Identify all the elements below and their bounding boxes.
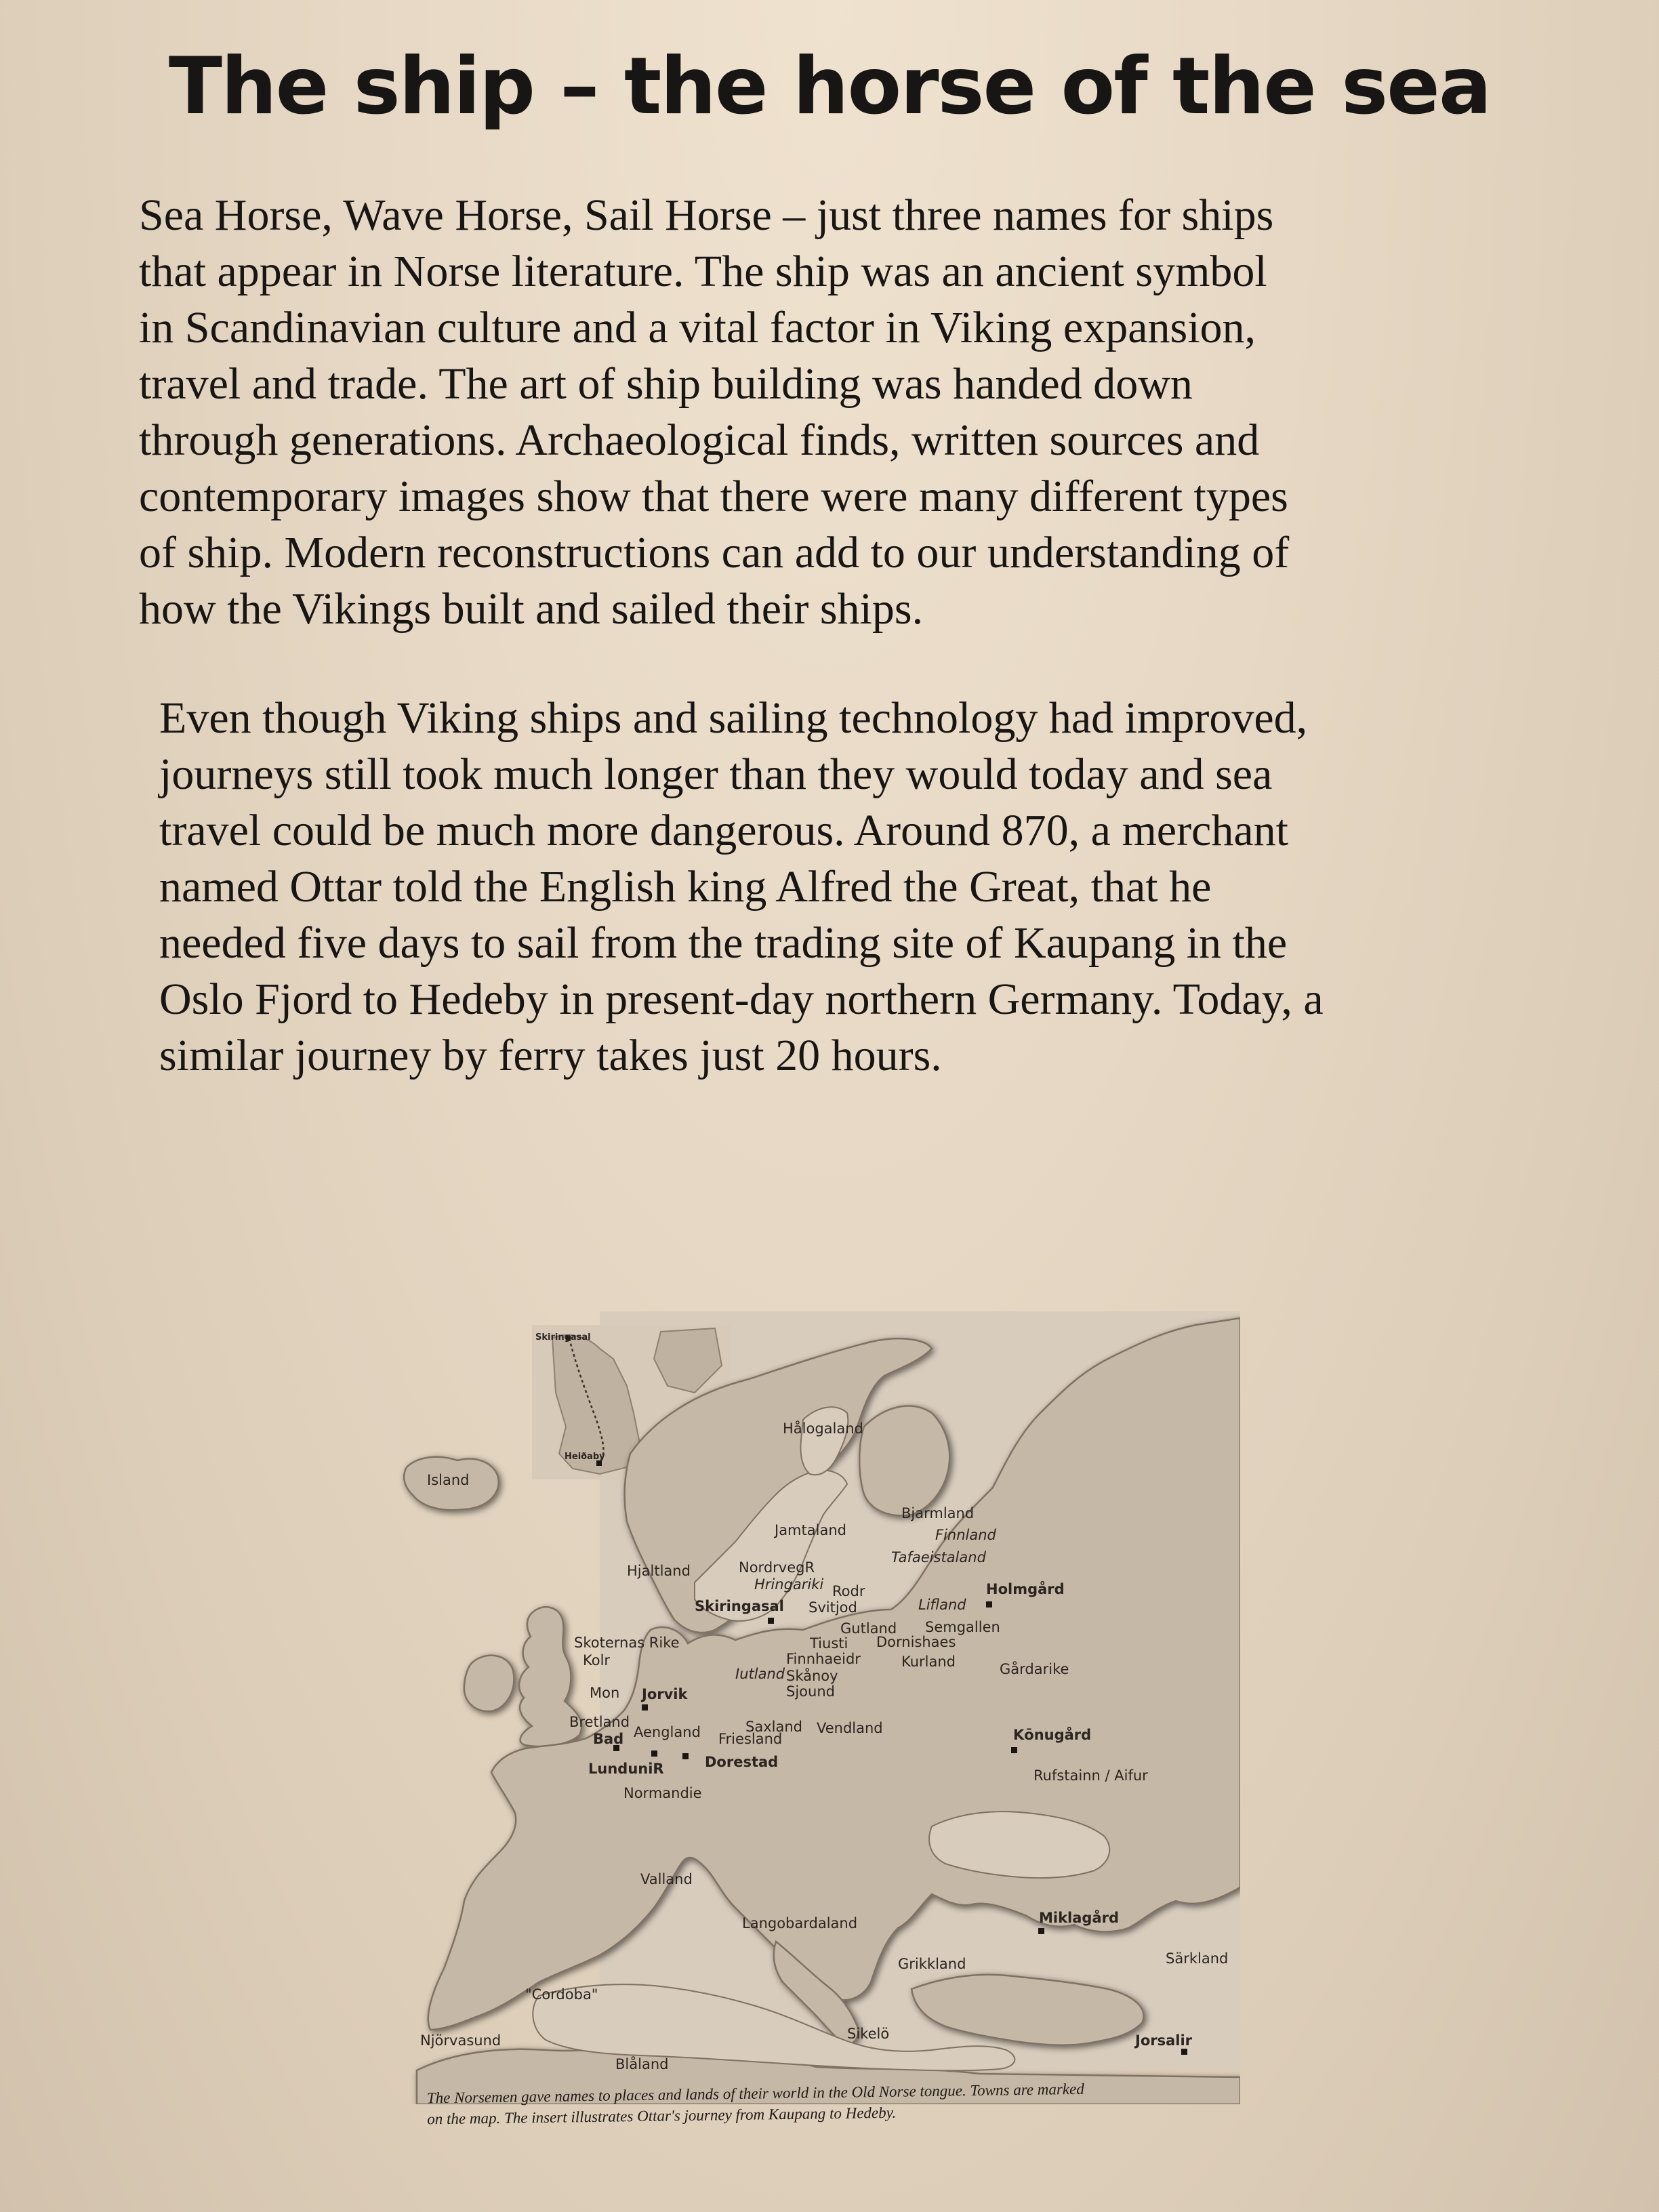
- label-iutland: Iutland: [735, 1666, 785, 1682]
- label-kolr: Kolr: [583, 1652, 611, 1668]
- label-tafaeistaland: Tafaeistaland: [891, 1549, 986, 1565]
- label-miklagard: Miklagård: [1039, 1910, 1120, 1926]
- label-konugard: Kōnugård: [1013, 1727, 1092, 1743]
- label-skiringasal: Skiringasal: [695, 1598, 784, 1614]
- label-blaland: Blåland: [615, 2056, 669, 2072]
- insert-label-start: Skiringasal: [535, 1332, 591, 1343]
- label-lunduni: LunduniR: [588, 1761, 664, 1777]
- text-line: contemporary images show that there were many different types: [139, 472, 1288, 521]
- label-gutland: Gutland: [840, 1620, 897, 1637]
- text-line: of ship. Modern reconstructions can add to our understanding of: [139, 528, 1290, 577]
- label-rufstainn: Rufstainn / Aifur: [1033, 1767, 1148, 1784]
- caption-line: on the map. The insert illustrates Ottar's journey from Kaupang to Hedeby.: [427, 2104, 897, 2128]
- label-bjarmland: Bjarmland: [901, 1505, 975, 1521]
- label-bretland: Bretland: [569, 1714, 630, 1730]
- label-jamtaland: Jamtaland: [775, 1522, 846, 1538]
- label-gardarike: Gårdarike: [1000, 1661, 1069, 1677]
- text-line: needed five days to sail from the trading site of Kaupang in the: [159, 918, 1288, 968]
- label-dornishaes: Dornishaes: [876, 1634, 956, 1650]
- label-finnhaeidr: Finnhaeidr: [786, 1651, 861, 1667]
- label-svitjod: Svitjod: [808, 1599, 857, 1616]
- label-njorvasund: Njörvasund: [420, 2032, 501, 2049]
- text-line: through generations. Archaeological finds, written sources and: [139, 415, 1260, 465]
- insert-label-end: Heiðaby: [565, 1452, 605, 1462]
- label-vendland: Vendland: [817, 1720, 883, 1736]
- label-hjaltland: Hjaltland: [627, 1563, 691, 1579]
- journey-paragraph: [159, 690, 1447, 1084]
- caption-line: The Norsemen gave names to places and lands of their world in the Old Norse tongue. Towns are marked: [426, 2080, 1084, 2107]
- text-line: travel and trade. The art of ship building was handed down: [139, 359, 1193, 409]
- text-line: that appear in Norse literature. The ship was an ancient symbol: [139, 247, 1267, 296]
- label-grikkland: Grikkland: [898, 1956, 966, 1972]
- label-halogaland: Hålogaland: [783, 1420, 863, 1437]
- label-lifland: Lifland: [918, 1597, 966, 1613]
- label-valland: Valland: [640, 1871, 693, 1887]
- label-dorestad: Dorestad: [705, 1754, 779, 1770]
- text-line: travel could be much more dangerous. Around 870, a merchant: [159, 806, 1288, 855]
- label-sarkland: Särkland: [1166, 1950, 1229, 1967]
- text-line: similar journey by ferry takes just 20 hours.: [159, 1031, 942, 1080]
- label-rodr: Rodr: [832, 1583, 865, 1599]
- ireland-shape: [464, 1656, 514, 1712]
- label-bad: Bad: [593, 1731, 624, 1747]
- text-line: Sea Horse, Wave Horse, Sail Horse – just three names for ships: [139, 190, 1274, 240]
- text-line: how the Vikings built and sailed their ships.: [139, 584, 924, 634]
- label-friesland: Friesland: [718, 1731, 783, 1747]
- intro-paragraph: [139, 187, 1427, 637]
- text-line: Oslo Fjord to Hedeby in present-day northern Germany. Today, a: [159, 975, 1324, 1024]
- label-aengland: Aengland: [634, 1724, 701, 1740]
- label-mon: Mon: [590, 1685, 620, 1701]
- text-line: in Scandinavian culture and a vital factor in Viking expansion,: [139, 303, 1256, 352]
- label-langobardaland: Langobardaland: [742, 1915, 858, 1931]
- text-line: named Ottar told the English king Alfred the Great, that he: [159, 862, 1212, 912]
- page-title: The ship – the horse of the sea: [168, 41, 1491, 132]
- label-skanoy: Skånoy: [786, 1668, 838, 1684]
- label-island: Island: [427, 1472, 470, 1488]
- label-normandie: Normandie: [623, 1785, 702, 1801]
- label-tiusti: Tiusti: [810, 1635, 848, 1652]
- label-holmgard: Holmgård: [986, 1581, 1065, 1597]
- label-hringariki: Hringariki: [754, 1576, 824, 1593]
- label-sjound: Sjound: [786, 1683, 835, 1700]
- label-saxland: Saxland: [745, 1719, 802, 1735]
- label-nordrvegr: NordrvegR: [739, 1559, 815, 1576]
- label-sikelo: Sikelö: [847, 2026, 890, 2042]
- label-semgallen: Semgallen: [925, 1619, 1000, 1635]
- text-line: journeys still took much longer than they would today and sea: [159, 750, 1273, 799]
- europe-map: [396, 1311, 1240, 2104]
- label-jorsalir: Jorsalir: [1135, 2032, 1193, 2049]
- text-line: Even though Viking ships and sailing technology had improved,: [159, 693, 1308, 743]
- label-jorvik: Jorvik: [642, 1686, 688, 1702]
- label-cordoba: "Cordoba": [525, 1986, 598, 2003]
- label-skoternas-rike: Skoternas Rike: [574, 1635, 680, 1651]
- label-finnland: Finnland: [935, 1527, 996, 1543]
- label-kurland: Kurland: [901, 1654, 956, 1670]
